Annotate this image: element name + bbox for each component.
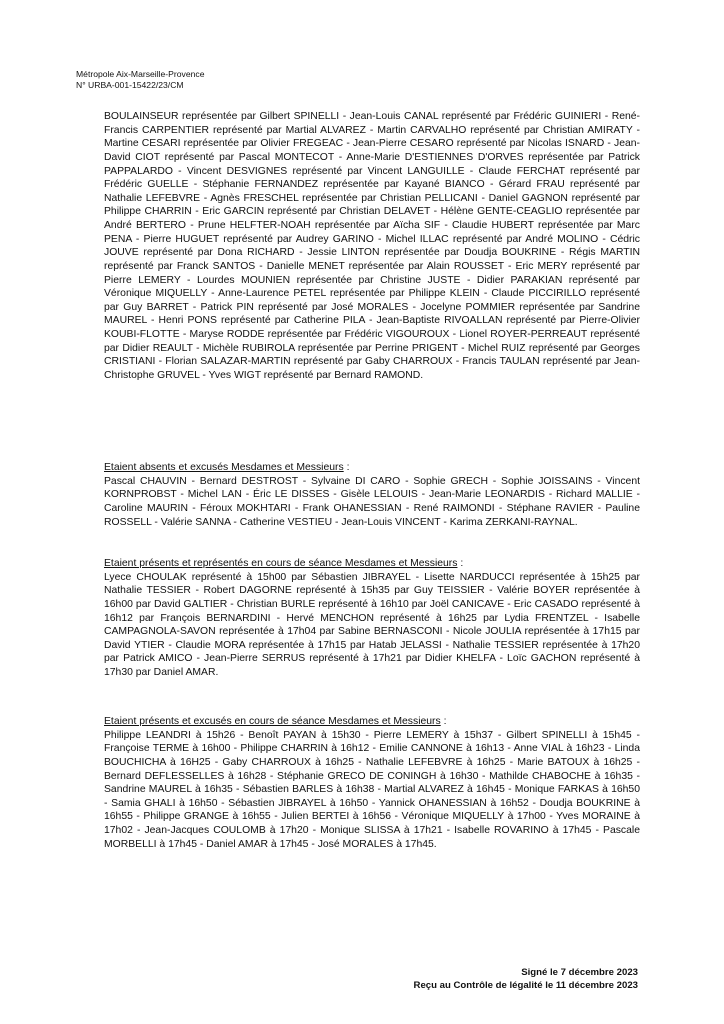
reference-number: N° URBA-001-15422/23/CM: [76, 80, 184, 90]
present-represented-heading-line: [104, 557, 640, 571]
absent-members-heading-line: [104, 461, 640, 475]
organization-name: Métropole Aix-Marseille-Provence: [76, 69, 205, 79]
present-excused-heading-line: [104, 715, 640, 729]
section-absent-members: [104, 461, 640, 529]
section-represented-members: [104, 110, 640, 383]
document-header: [76, 69, 204, 91]
absent-members-text: Pascal CHAUVIN - Bernard DESTROST - Sylvaine DI CARO - Sophie GRECH - Sophie JOISSAINS - Vincent KORNPROBST - Michel LAN - Éric LE DISSES - Gisèle LELOUIS - Jean-Marie LEONARDIS - Richard MALLIE - Caroline MAURIN - Féroux MOKHTARI - Frank OHANESSIAN - René RAIMONDI - Stéphane RAVIER - Pauline ROSSELL - Valérie SANNA - Catherine VESTIEU - Jean-Louis VINCENT - Karima ZERKANI-RAYNAL.: [104, 475, 640, 528]
present-excused-text: Philippe LEANDRI à 15h26 - Benoît PAYAN à 15h30 - Pierre LEMERY à 15h37 - Gilbert SPINELLI à 15h45 - Françoise TERME à 16h00 - Philippe CHARRIN à 16h12 - Emilie CANNONE à 16h13 - Anne VIAL à 16h23 - Linda BOUCHICHA à 16H25 - Gaby CHARROUX à 16h25 - Nathalie LEFEBVRE à 16h25 - Marie BATOUX à 16h25 - Bernard DEFLESSELLES à 16h28 - Stéphanie GRECO DE CONINGH à 16h30 - Mathilde CHABOCHE à 16h35 - Sandrine MAUREL à 16h35 - Sébastien BARLES à 16h38 - Martial ALVAREZ à 16h45 - Monique FARKAS à 16h50 - Samia GHALI à 16h50 - Sébastien JIBRAYEL à 16h50 - Yannick OHANESSIAN à 16h52 - Doudja BOUKRINE à 16h55 - Philippe GRANGE à 16h55 - Julien BERTEI à 16h56 - Véronique MIQUELLY à 17h00 - Yves MORAINE à 17h02 - Jean-Jacques COULOMB à 17h20 - Monique SLISSA à 17h21 - Isabelle ROVARINO à 17h45 - Pascale MORBELLI à 17h45 - Daniel AMAR à 17h45 - José MORALES à 17h45.: [104, 729, 640, 850]
heading-colon: :: [457, 558, 464, 569]
heading-colon: :: [343, 462, 350, 473]
legality-control-date: Reçu au Contrôle de légalité le 11 décembre 2023: [413, 979, 638, 991]
present-excused-heading: Etaient présents et excusés en cours de séance Mesdames et Messieurs: [104, 716, 441, 727]
section-present-excused-members: [104, 715, 640, 851]
present-represented-heading: Etaient présents et représentés en cours de séance Mesdames et Messieurs: [104, 558, 458, 569]
signature-date: Signé le 7 décembre 2023: [521, 967, 638, 978]
absent-members-heading: Etaient absents et excusés Mesdames et Messieurs: [104, 462, 344, 473]
represented-members-text: BOULAINSEUR représentée par Gilbert SPINELLI - Jean-Louis CANAL représenté par Frédéric GUINIERI - René-Francis CARPENTIER représenté par Martial ALVAREZ - Martin CARVALHO représenté par Christian AMIRATY - Martine CESARI représentée par Olivier FREGEAC - Jean-Pierre CESARO représenté par Nicolas ISNARD - Jean-David CIOT représenté par Pascal MONTECOT - Anne-Marie D'ESTIENNES D'ORVES représentée par Patrick PAPPALARDO - Vincent DESVIGNES représenté par Vincent LANGUILLE - Claude FERCHAT représenté par Frédéric GUELLE - Stéphanie FERNANDEZ représentée par Kayané BIANCO - Gérard FRAU représenté par Nathalie LEFEBVRE - Agnès FRESCHEL représentée par Christian PELLICANI - Daniel GAGNON représenté par Philippe CHARRIN - Eric GARCIN représenté par Christian DELAVET - Hélène GENTE-CEAGLIO représentée par André BERTERO - Prune HELFTER-NOAH représentée par Aïcha SIF - Claudie HUBERT représentée par Marc PENA - Pierre HUGUET représenté par Audrey GARINO - Michel ILLAC représenté par André MOLINO - Cédric JOUVE représenté par Dona RICHARD - Jessie LINTON représentée par Doudja BOUKRINE - Régis MARTIN représenté par Franck SANTOS - Danielle MENET représentée par Alain ROUSSET - Eric MERY représenté par Pierre LEMERY - Lourdes MOUNIEN représentée par Christine JUSTE - Didier PARAKIAN représenté par Véronique MIQUELLY - Anne-Laurence PETEL représentée par Philippe KLEIN - Claude PICCIRILLO représenté par Guy BARRET - Patrick PIN représenté par José MORALES - Jocelyne POMMIER représentée par Sandrine MAUREL - Henri PONS représenté par Catherine PILA - Jean-Baptiste RIVOALLAN représenté par Pierre-Olivier KOUBI-FLOTTE - Maryse RODDE représentée par Frédéric VIGOUROUX - Lionel ROYER-PERREAUT représenté par Didier REAULT - Michèle RUBIROLA représentée par Perrine PRIGENT - Michel RUIZ représenté par Georges CRISTIANI - Florian SALAZAR-MARTIN représenté par Gaby CHARROUX - Francis TAULAN représenté par Jean-Christophe GRUVEL - Yves WIGT représenté par Bernard RAMOND.: [104, 111, 640, 381]
section-present-represented-members: [104, 557, 640, 680]
present-represented-text: Lyece CHOULAK représenté à 15h00 par Sébastien JIBRAYEL - Lisette NARDUCCI représentée à 15h25 par Nathalie TESSIER - Robert DAGORNE représenté à 15h35 par Guy TEISSIER - Valérie BOYER représentée à 16h00 par David GALTIER - Christian BURLE représenté à 16h10 par Joël CANICAVE - Eric CASADO représenté à 16h12 par François BERNARDINI - Hervé MENCHON représenté à 16h25 par Lydia FRENTZEL - Isabelle CAMPAGNOLA-SAVON représentée à 17h04 par Sabine BERNASCONI - Nicole JOULIA représentée à 17h15 par David YTIER - Claudie MORA représentée à 17h15 par Hatab JELASSI - Nathalie TESSIER représentée à 17h20 par Patrick AMICO - Jean-Pierre SERRUS représenté à 17h21 par Didier KHELFA - Loïc GACHON représenté à 17h30 par Daniel AMAR.: [104, 571, 640, 678]
legal-footer: [414, 967, 638, 992]
heading-colon: :: [440, 716, 447, 727]
